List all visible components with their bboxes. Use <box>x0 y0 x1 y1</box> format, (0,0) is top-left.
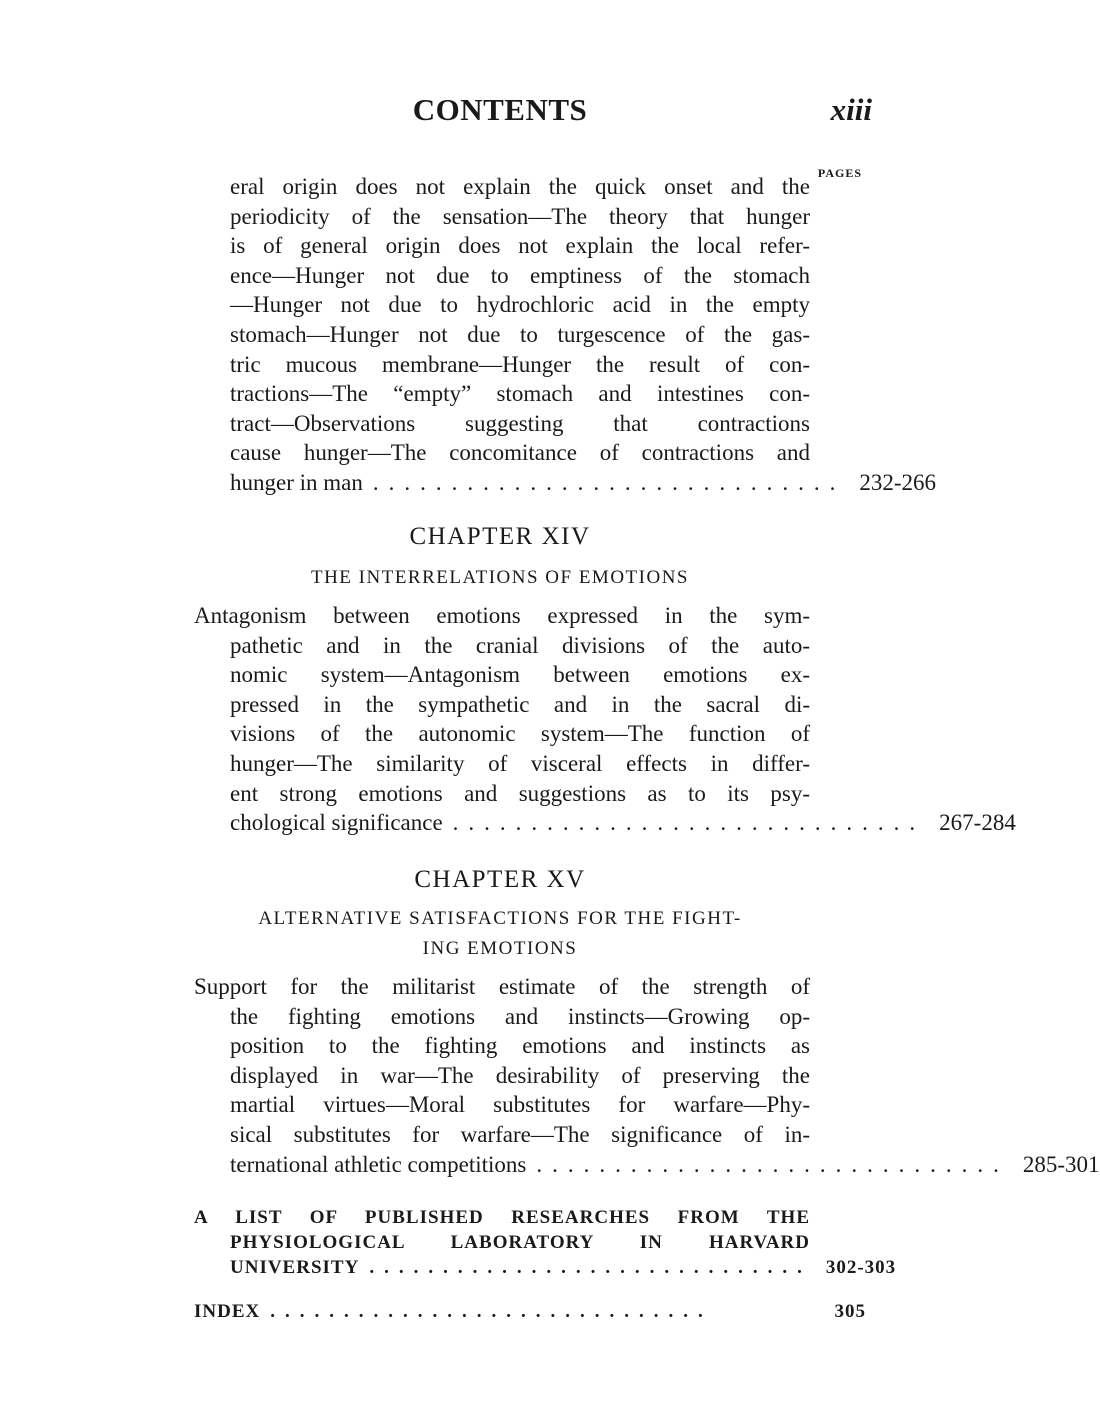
summary-line: stomach—Hunger not due to turgescence of the gas- <box>230 321 810 347</box>
summary-last-line <box>194 808 1016 838</box>
summary-line: ternational athletic competitions <box>230 1151 527 1177</box>
summary-line: sical substitutes for warfare—The significance of in- <box>230 1121 810 1147</box>
chapter-xiii-summary <box>194 172 937 498</box>
summary-line: Antagonism between emotions expressed in the sym- <box>194 603 810 628</box>
index-label: INDEX <box>194 1301 261 1322</box>
summary-last-line <box>194 468 937 498</box>
summary-line: nomic system—Antagonism between emotions ex- <box>230 662 810 688</box>
summary-line: is of general origin does not explain the local refer- <box>230 233 810 259</box>
leader-dots: .............................. <box>270 1301 713 1322</box>
summary-line: —Hunger not due to hydrochloric acid in the empty <box>230 292 810 318</box>
page-title: CONTENTS <box>412 92 588 127</box>
summary-line: martial virtues—Moral substitutes for warfare—Phy- <box>230 1092 810 1118</box>
summary-line: visions of the autonomic system—The function of <box>230 721 810 747</box>
summary-last-line <box>194 1150 1100 1180</box>
entry-line: A LIST OF PUBLISHED RESEARCHES FROM THE <box>194 1207 810 1228</box>
summary-line: pressed in the sympathetic and in the sacral di- <box>230 691 810 717</box>
page-range: 302-303 <box>825 1257 897 1278</box>
pages-column-label: PAGES <box>817 166 862 180</box>
index-line <box>194 1299 866 1324</box>
summary-line: periodicity of the sensation—The theory that hunger <box>230 203 810 229</box>
chapter-xiv-summary <box>194 601 1016 838</box>
entry-last-line <box>194 1255 897 1280</box>
index-entry <box>194 1299 866 1324</box>
entry-line: PHYSIOLOGICAL LABORATORY IN HARVARD <box>230 1232 810 1253</box>
page-number: xiii <box>830 92 872 127</box>
page-range: 305 <box>834 1301 866 1322</box>
page-range: 285-301 <box>1022 1151 1100 1177</box>
chapter-heading: CHAPTER XV <box>414 866 586 893</box>
summary-line: Support for the militarist estimate of the strength of <box>194 974 810 999</box>
chapter-heading: CHAPTER XIV <box>409 523 591 550</box>
chapter-title-line: ALTERNATIVE SATISFACTIONS FOR THE FIGHT- <box>258 908 742 929</box>
chapter-title-line: ING EMOTIONS <box>422 938 578 959</box>
summary-line: position to the fighting emotions and instincts as <box>230 1033 810 1059</box>
summary-line: hunger in man <box>230 469 363 495</box>
summary-line: tractions—The “empty” stomach and intestines con- <box>230 381 810 407</box>
summary-line: tract—Observations suggesting that contractions <box>230 410 810 436</box>
chapter-xv-summary <box>194 972 1100 1179</box>
chapter-title: THE INTERRELATIONS OF EMOTIONS <box>310 567 689 588</box>
leader-dots: .............................. <box>452 810 926 836</box>
summary-line: tric mucous membrane—Hunger the result of con- <box>230 351 810 377</box>
researches-entry <box>194 1205 897 1280</box>
summary-line: chological significance <box>230 810 443 836</box>
summary-line: pathetic and in the cranial divisions of the auto- <box>230 632 810 658</box>
chapter-title <box>0 904 1000 964</box>
entry-line: UNIVERSITY <box>230 1257 360 1278</box>
summary-line: hunger—The similarity of visceral effects in differ- <box>230 750 810 776</box>
leader-dots: .............................. <box>536 1151 1009 1177</box>
page-range: 232-266 <box>859 469 937 495</box>
summary-line: eral origin does not explain the quick onset and the <box>230 174 810 199</box>
page-range: 267-284 <box>939 810 1016 836</box>
summary-line: ent strong emotions and suggestions as to its psy- <box>230 780 810 806</box>
summary-line: cause hunger—The concomitance of contractions and <box>230 440 810 466</box>
summary-line: ence—Hunger not due to emptiness of the stomach <box>230 262 810 288</box>
leader-dots: .............................. <box>372 469 846 495</box>
summary-line: displayed in war—The desirability of preserving the <box>230 1062 810 1088</box>
summary-line: the fighting emotions and instincts—Growing op- <box>230 1003 810 1029</box>
leader-dots: .............................. <box>369 1257 812 1278</box>
